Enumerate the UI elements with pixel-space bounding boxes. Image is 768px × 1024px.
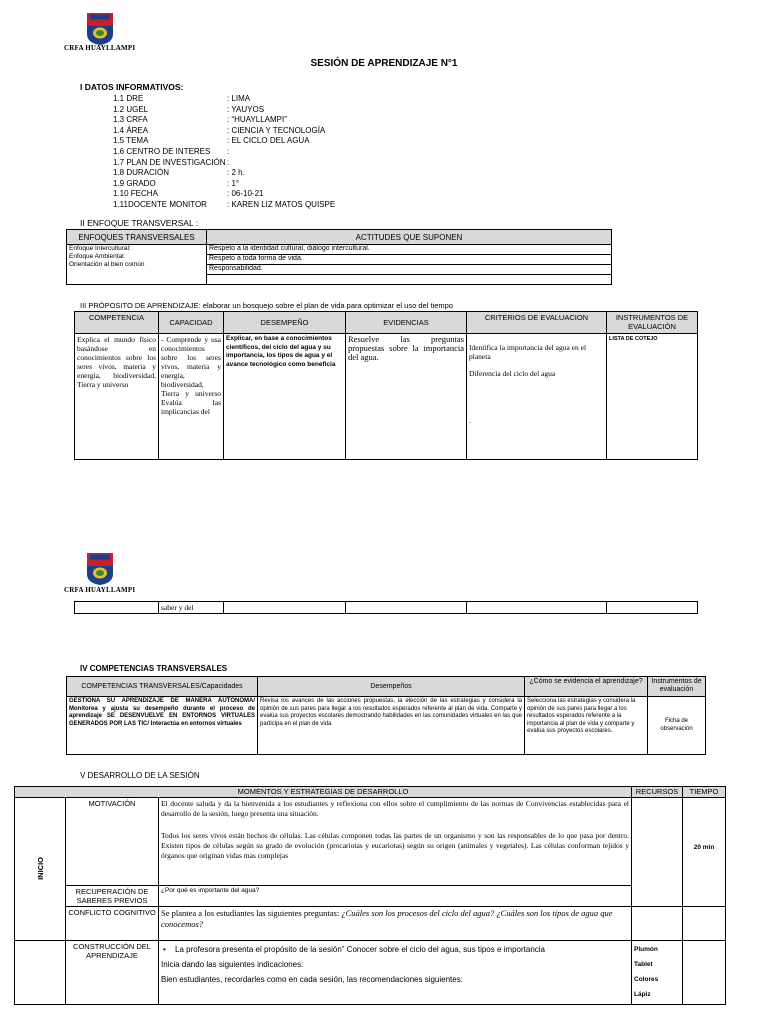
school-crest-icon: [86, 552, 114, 586]
info-row: [113, 136, 513, 146]
conflicto-label: CONFLICTO COGNITIVO: [66, 907, 159, 941]
page-title: SESIÓN DE APRENDIZAJE N°1: [310, 58, 458, 69]
criterio-item: .: [469, 416, 471, 425]
table-cell: [159, 907, 632, 941]
enfoque-item: Orientación al bien común: [69, 261, 145, 268]
recurso-item: Plumón: [634, 946, 658, 953]
table-header: ACTITUDES QUE SUPONEN: [207, 230, 612, 245]
table-cell: Respeto a la identidad cultural, diálogo intercultural.: [207, 245, 612, 255]
table-header: MOMENTOS Y ESTRATEGIAS DE DESARROLLO: [15, 787, 632, 798]
motivacion-label: MOTIVACIÓN: [66, 798, 159, 886]
section-heading-desarrollo: V DESARROLLO DE LA SESIÓN: [80, 771, 200, 780]
table-cell: Selecciona las estrategias y considera la opinión de sus pares para llegar a los resultados esperados referente a la importancia al plan de vida y comparte y evalúa sus proyectos escolares.: [525, 697, 648, 755]
criterio-item: Identifica la importancia del agua en el planeta: [469, 343, 587, 361]
competencias-table: [66, 676, 706, 755]
table-cell: [346, 602, 467, 614]
info-value: : YAUYOS: [227, 104, 265, 114]
info-value: : 06-10-21: [227, 189, 264, 199]
info-value: : 1°: [227, 178, 240, 188]
construccion-bullet: [161, 942, 629, 957]
table-cell: Resuelve las preguntas propuestas sobre la importancia del agua.: [346, 334, 467, 460]
recurso-item: Lápiz: [634, 991, 651, 998]
proposito-table-continued: [74, 601, 698, 614]
table-cell: [15, 798, 66, 941]
construccion-bullet-text: La profesora presenta el propósito de la sesión” Conocer sobre el ciclo del agua, sus tipos e importancia: [175, 945, 545, 954]
info-value: :: [227, 157, 230, 167]
table-header: EVIDENCIAS: [346, 312, 467, 334]
info-label: 1.9 GRADO: [113, 178, 156, 188]
table-header: Desempeños: [258, 677, 525, 697]
info-value: : EL CICLO DEL AGUA: [227, 136, 310, 146]
section-heading-competencias: IV COMPETENCIAS TRANSVERSALES: [80, 664, 228, 673]
info-label: 1.2 UGEL: [113, 104, 149, 114]
info-label: 1.1 DRE: [113, 94, 144, 103]
info-label: 1.4 ÁREA: [113, 125, 149, 135]
info-label: 1.3 CRFA: [113, 115, 148, 125]
enfoque-table: [66, 229, 612, 285]
info-row: [113, 179, 513, 189]
table-cell: saber y del: [159, 602, 224, 614]
motivacion-paragraph: El docente saluda y da la bienvenida a los estudiantes y reflexiona con ellos sobre el cumplimiento de las normas de Convivencias establecidas para el desarrollo de la sesión, luego presenta una situación.: [161, 799, 629, 818]
table-header: DESEMPEÑO: [224, 312, 346, 334]
info-label: 1.10 FECHA: [113, 189, 158, 199]
recursos-cell: [632, 941, 683, 1005]
table-cell: LISTA DE COTEJO: [607, 334, 698, 460]
construccion-line: Inicia dando las siguientes indicaciones:: [161, 960, 304, 969]
table-header: CAPACIDAD: [159, 312, 224, 334]
desarrollo-table: [14, 786, 726, 1005]
info-row: [113, 94, 513, 104]
motivacion-paragraph: Todos los seres vivos están hechos de células. Las células componen todas las partes de un organismo y son las responsables de lo que pasa por dentro. Existen tipos de células según su grado de evolución (procariotas y eucariotas) según su origen (animales y vegetales). Las células conforman tejidos y órganos que originan vidas mas complejas: [161, 831, 629, 860]
table-header: COMPETENCIAS TRANSVERSALES/Capacidades: [67, 677, 258, 697]
table-header: INSTRUMENTOS DE EVALUACIÓN: [607, 312, 698, 334]
table-header: TIEMPO: [683, 787, 726, 798]
info-row: [113, 115, 513, 125]
proposito-table: [74, 311, 698, 460]
table-cell: [632, 907, 683, 941]
conflicto-questions: ¿Cuáles son los procesos del ciclo del agua? ¿Cuáles son los tipos de agua que conocemos?: [161, 908, 613, 929]
logo-text: CRFA HUAYLLAMPI: [64, 586, 136, 594]
table-cell: - Comprende y usa conocimientos sobre los seres vivos, materia y energía, biodiversidad, Tierra y universo Evalúa las implicancias del: [159, 334, 224, 460]
table-header: COMPETENCIA: [75, 312, 159, 334]
table-cell: [159, 798, 632, 886]
info-row: [113, 158, 513, 168]
logo-text: CRFA HUAYLLAMPI: [64, 44, 136, 52]
table-cell: [159, 941, 632, 1005]
construccion-line: Bien estudiantes, recordarles como en cada sesión, las recomendaciones siguientes:: [161, 975, 463, 984]
tiempo-cell: 20 min: [683, 798, 726, 907]
table-cell: [467, 602, 607, 614]
table-header: RECURSOS: [632, 787, 683, 798]
info-value: : LIMA: [227, 94, 251, 103]
table-cell: [15, 941, 66, 1005]
bullet-icon: •: [163, 945, 166, 954]
table-header: CRITERIOS DE EVALUACION: [467, 312, 607, 334]
table-cell: Respeto a toda forma de vida.: [207, 255, 612, 265]
table-cell: Ficha de observación: [648, 697, 706, 755]
table-header: ¿Cómo se evidencia el aprendizaje?: [525, 677, 648, 697]
info-value: :: [227, 147, 230, 156]
info-row: [113, 147, 513, 157]
table-header: Instrumentos de evaluación: [648, 677, 706, 697]
info-label: 1.5 TEMA: [113, 136, 149, 146]
table-cell: [632, 798, 683, 907]
info-label: 1.11DOCENTE MONITOR: [113, 200, 207, 209]
table-cell: Responsabilidad.: [207, 265, 612, 275]
info-value: : 2 h.: [227, 168, 245, 178]
enfoque-item: Enfoque Intercultural:: [69, 245, 131, 252]
table-cell: [467, 334, 607, 460]
info-row: [113, 105, 513, 115]
construccion-label: CONSTRUCCIÓN DEL APRENDIZAJE: [66, 941, 159, 1005]
table-cell: Explica el mundo físico basándose en conocimientos sobre los seres vivos, materia y energía, biodiversidad, Tierra y universo: [75, 334, 159, 460]
info-label: 1.6 CENTRO DE INTERES: [113, 147, 211, 156]
criterio-item: Diferencia del ciclo del agua: [469, 369, 556, 378]
table-cell: Revisa los avances de las acciones propuestas, la elección de las estrategias y considera la opinión de sus pares para llegar a los resultados esperados referente al plan de vida. Comparte y evalúa sus proyectos escolares demostrando habilidades en las comunidades virtuales en las que participa en el plan de vida: [258, 697, 525, 755]
table-cell: [67, 245, 207, 285]
table-header: ENFOQUES TRANSVERSALES: [67, 230, 207, 245]
info-label: 1.8 DURACIÓN: [113, 168, 170, 178]
section-heading-enfoque: II ENFOQUE TRANSVERSAL :: [80, 218, 199, 228]
info-value: : KAREN LIZ MATOS QUISPE: [227, 200, 336, 209]
table-cell: [607, 602, 698, 614]
info-row: [113, 189, 513, 199]
info-row: [113, 126, 513, 136]
info-label: 1.7 PLAN DE INVESTIGACIÓN: [113, 157, 226, 167]
table-cell: [683, 907, 726, 941]
recurso-item: Tablet: [634, 961, 653, 968]
section-heading-datos: I DATOS INFORMATIVOS:: [80, 82, 184, 92]
school-crest-icon: [86, 12, 114, 46]
conflicto-text: Se plantea a los estudiantes las siguientes preguntas:: [161, 908, 342, 918]
info-value: : CIENCIA Y TECNOLOGÍA: [227, 125, 326, 135]
table-cell: GESTIONA SU APRENDIZAJE DE MANERA AUTÓNOMA/ Monitorea y ajusta su desempeño durante el proceso de aprendizaje SE DESENVUELVE EN ENTORNOS VIRTUALES GENERADOS POR LAS TIC/ Interactúa en entornos virtuales: [67, 697, 258, 755]
info-row: [113, 200, 513, 210]
section-heading-proposito: III PRÓPOSITO DE APRENDIZAJE: elaborar un bosquejo sobre el plan de vida para optimizar el uso del tiempo: [80, 301, 453, 310]
table-cell: ¿Por qué es importante del agua?: [159, 886, 632, 907]
info-value: : “HUAYLLAMPI”: [227, 115, 287, 125]
table-cell: [75, 602, 159, 614]
table-cell: Explicar, en base a conocimientos científicos, del ciclo del agua y su importancia, los tipos de agua y el avance tecnológico como beneficia: [224, 334, 346, 460]
info-row: [113, 168, 513, 178]
recurso-item: Colores: [634, 976, 659, 983]
table-cell: [683, 941, 726, 1005]
inicio-label: INICIO: [35, 856, 45, 880]
recuperacion-label: RECUPERACIÓN DE SABERES PREVIOS: [66, 886, 159, 907]
table-cell: [207, 275, 612, 285]
enfoque-item: Enfoque Ambiental.: [69, 253, 126, 260]
table-cell: [224, 602, 346, 614]
